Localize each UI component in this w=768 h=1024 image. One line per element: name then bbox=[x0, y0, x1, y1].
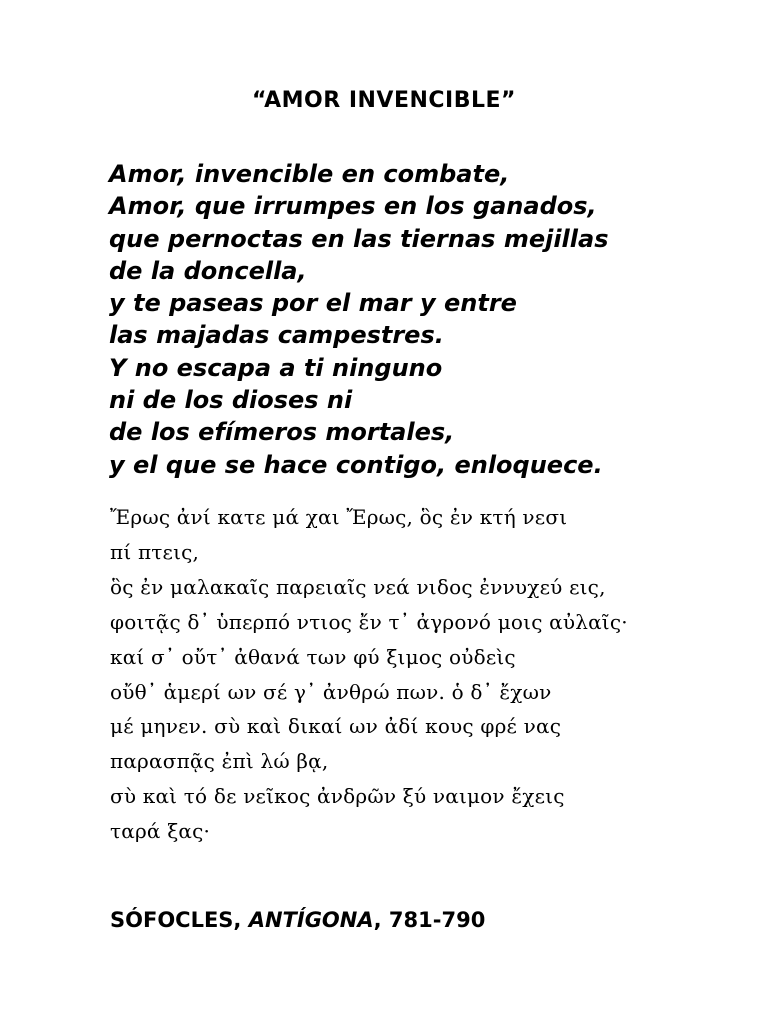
greek-line: φοιτᾷς δ᾽ ὑπερπό ντιος ἔν τ᾽ ἀγρονό μοις αὐλαῖς· bbox=[110, 609, 628, 634]
greek-line: μέ μηνεν. σὺ καὶ δικαί ων ἀδί κους φρέ νας bbox=[110, 714, 562, 739]
spanish-line: Amor, invencible en combate, bbox=[109, 160, 510, 188]
attribution-line-range: , 781-790 bbox=[373, 908, 486, 932]
poem-title: “AMOR INVENCIBLE” bbox=[251, 88, 516, 113]
spanish-line: y el que se hace contigo, enloquece. bbox=[109, 450, 603, 479]
greek-line: οὔθ᾽ ἁμερί ων σέ γ᾽ ἀνθρώ πων. ὁ δ᾽ ἔχων bbox=[110, 679, 552, 704]
greek-line: σὺ καὶ τό δε νεῖκος ἀνδρῶν ξύ ναιμον ἔχεις bbox=[110, 784, 565, 809]
greek-line: καί σ᾽ οὔτ᾽ ἀθανά των φύ ξιμος οὐδεὶς bbox=[110, 644, 516, 669]
spanish-line: y te paseas por el mar y entre bbox=[109, 289, 517, 318]
spanish-translation bbox=[109, 158, 609, 481]
greek-original-text bbox=[110, 500, 628, 849]
spanish-line: de la doncella, bbox=[109, 256, 307, 285]
spanish-line: de los efímeros mortales, bbox=[109, 418, 455, 447]
greek-line: Ἔρως ἀνί κατε μά χαι Ἔρως, ὃς ἐν κτή νεσι bbox=[110, 505, 568, 529]
spanish-line: Amor, que irrumpes en los ganados, bbox=[109, 192, 597, 221]
greek-line: παρασπᾷς ἐπὶ λώ βᾳ, bbox=[110, 749, 329, 774]
spanish-line: Y no escapa a ti ninguno bbox=[109, 353, 443, 382]
greek-line: ταρά ξας· bbox=[110, 819, 211, 844]
spanish-line: las majadas campestres. bbox=[109, 321, 444, 350]
attribution-work-title: ANTÍGONA bbox=[248, 908, 374, 932]
source-attribution bbox=[110, 905, 485, 935]
greek-line: ὃς ἐν μαλακαῖς παρειαῖς νεά νιδος ἐννυχεύ εις, bbox=[110, 574, 606, 599]
spanish-line: que pernoctas en las tiernas mejillas bbox=[109, 224, 609, 253]
greek-line: πί πτεις, bbox=[110, 539, 200, 564]
spanish-line: ni de los dioses ni bbox=[109, 386, 353, 415]
attribution-author: SÓFOCLES, bbox=[110, 908, 242, 932]
